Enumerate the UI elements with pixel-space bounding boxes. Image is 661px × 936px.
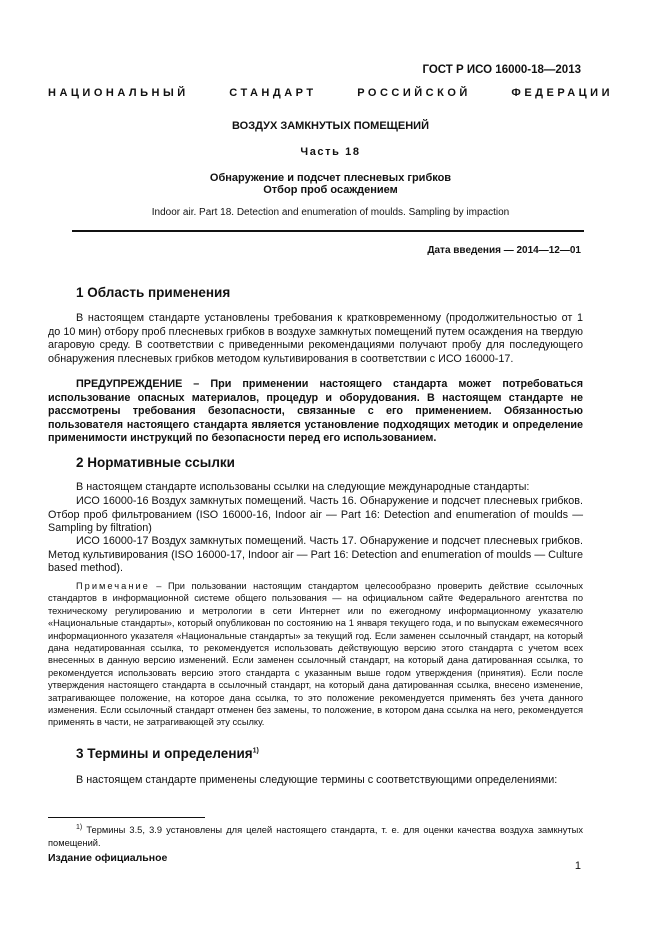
title-subtitle [0,172,661,196]
note-paragraph [48,580,583,729]
title-divider [72,230,584,232]
note-text: – При пользовании настоящим стандартом целесообразно проверить действие ссылочных стандартов в информационной системе общего пользования — на официальном сайте Федерального агентства по техническому регулированию и метрологии в сети Интернет или по ежегодному информационному указателю «Национальные стандарты», который опубликован по состоянию на 1 января текущего года, и по выпускам ежемесячного информационного указателя «Национальные стандарты» за текущий год. Если заменен ссылочный стандарт, на который дана недатированная ссылка, то рекомендуется использовать действующую версию этого стандарта с учетом всех внесенных в данную версию изменений. Если заменен ссылочный стандарт, на который дана датированная ссылка, то рекомендуется использовать версию этого стандарта с указанным выше годом утверждения (принятия). Если после утверждения настоящего стандарта в ссылочный стандарт, на который дана датированная ссылка, внесено изменение, затрагивающее положение, на которое дана ссылка, то это положение рекомендуется применять без учета данного изменения. Если ссылочный стандарт отменен без замены, то положение, в котором дана ссылка на него, рекомендуется применять в части, не затрагивающей эту ссылку. [48,581,583,728]
note-label: Примечание [76,581,150,591]
reference-iso-16000-16 [48,495,583,536]
title-part: Часть 18 [300,146,361,158]
footnote-text: Термины 3.5, 3.9 установлены для целей настоящего стандарта, т. е. для оценки качества воздуха замкнутых помещений. [48,825,583,848]
section-3-intro-text: В настоящем стандарте применены следующие термины с соответствующими определениями: [76,774,558,786]
section-3-intro [48,774,583,788]
title-english: Indoor air. Part 18. Detection and enumeration of moulds. Sampling by impaction [151,207,510,218]
section-2-heading: 2 Нормативные ссылки [76,455,235,470]
section-1-paragraph [48,312,583,366]
title-subtitle-line2: Отбор проб осаждением [263,184,398,196]
section-1-heading: 1 Область применения [76,285,231,300]
section-2-intro [48,481,583,495]
footnote-divider [48,817,205,818]
national-standard-banner: НАЦИОНАЛЬНЫЙ СТАНДАРТ РОССИЙСКОЙ ФЕДЕРАЦИИ [48,87,613,99]
warning-text: ПРЕДУПРЕЖДЕНИЕ – При применении настоящего стандарта может потребоваться использование опасных материалов, процедур и оборудования. В настоящем стандарте не рассмотрены требования безопасности, связанные с его применением. Обязанностью пользователя настоящего стандарта является установление подходящих методик и определение применимости инструкций по безопасности перед его использованием. [48,378,583,445]
section-3-heading-text: 3 Термины и определения [76,746,253,761]
introduction-date: Дата введения — 2014—12—01 [427,245,581,256]
footnote-reference-mark: 1) [252,747,259,755]
title-main: ВОЗДУХ ЗАМКНУТЫХ ПОМЕЩЕНИЙ [232,120,429,132]
official-edition-label: Издание официальное [48,852,168,864]
title-subtitle-line1: Обнаружение и подсчет плесневых грибков [209,172,452,184]
document-number: ГОСТ Р ИСО 16000-18—2013 [422,64,581,76]
footnote-mark: 1) [76,824,83,831]
warning-paragraph [48,378,583,446]
section-2-intro-text: В настоящем стандарте использованы ссылки на следующие международные стандарты: [76,481,530,493]
reference-2-text: ИСО 16000-17 Воздух замкнутых помещений. Часть 17. Обнаружение и подсчет плесневых грибков. Метод культивирования (ISO 16000-17, Indoor air — Part 16: Detection and enumeration of moulds — Culture based method). [48,535,583,575]
section-3-heading [76,746,259,761]
page-number: 1 [574,860,581,872]
reference-1-text: ИСО 16000-16 Воздух замкнутых помещений. Часть 16. Обнаружение и подсчет плесневых грибков. Отбор проб фильтрованием (ISO 16000-16, Indoor air — Part 16: Detection and enumeration of moulds — Sampling by filtration) [48,495,583,535]
section-1-text: В настоящем стандарте установлены требования к кратковременному (продолжительностью от 1 до 10 мин) отбору проб плесневых грибков в воздухе замкнутых помещений путем осаждения на твердую агаровую среду. В соответствии с приведенными рекомендациями получают пробу для последующего обнаружения плесневых грибков методом культивирования в соответствии с ИСО 16000-17. [48,312,583,365]
footnote [48,822,583,849]
reference-iso-16000-17 [48,535,583,576]
